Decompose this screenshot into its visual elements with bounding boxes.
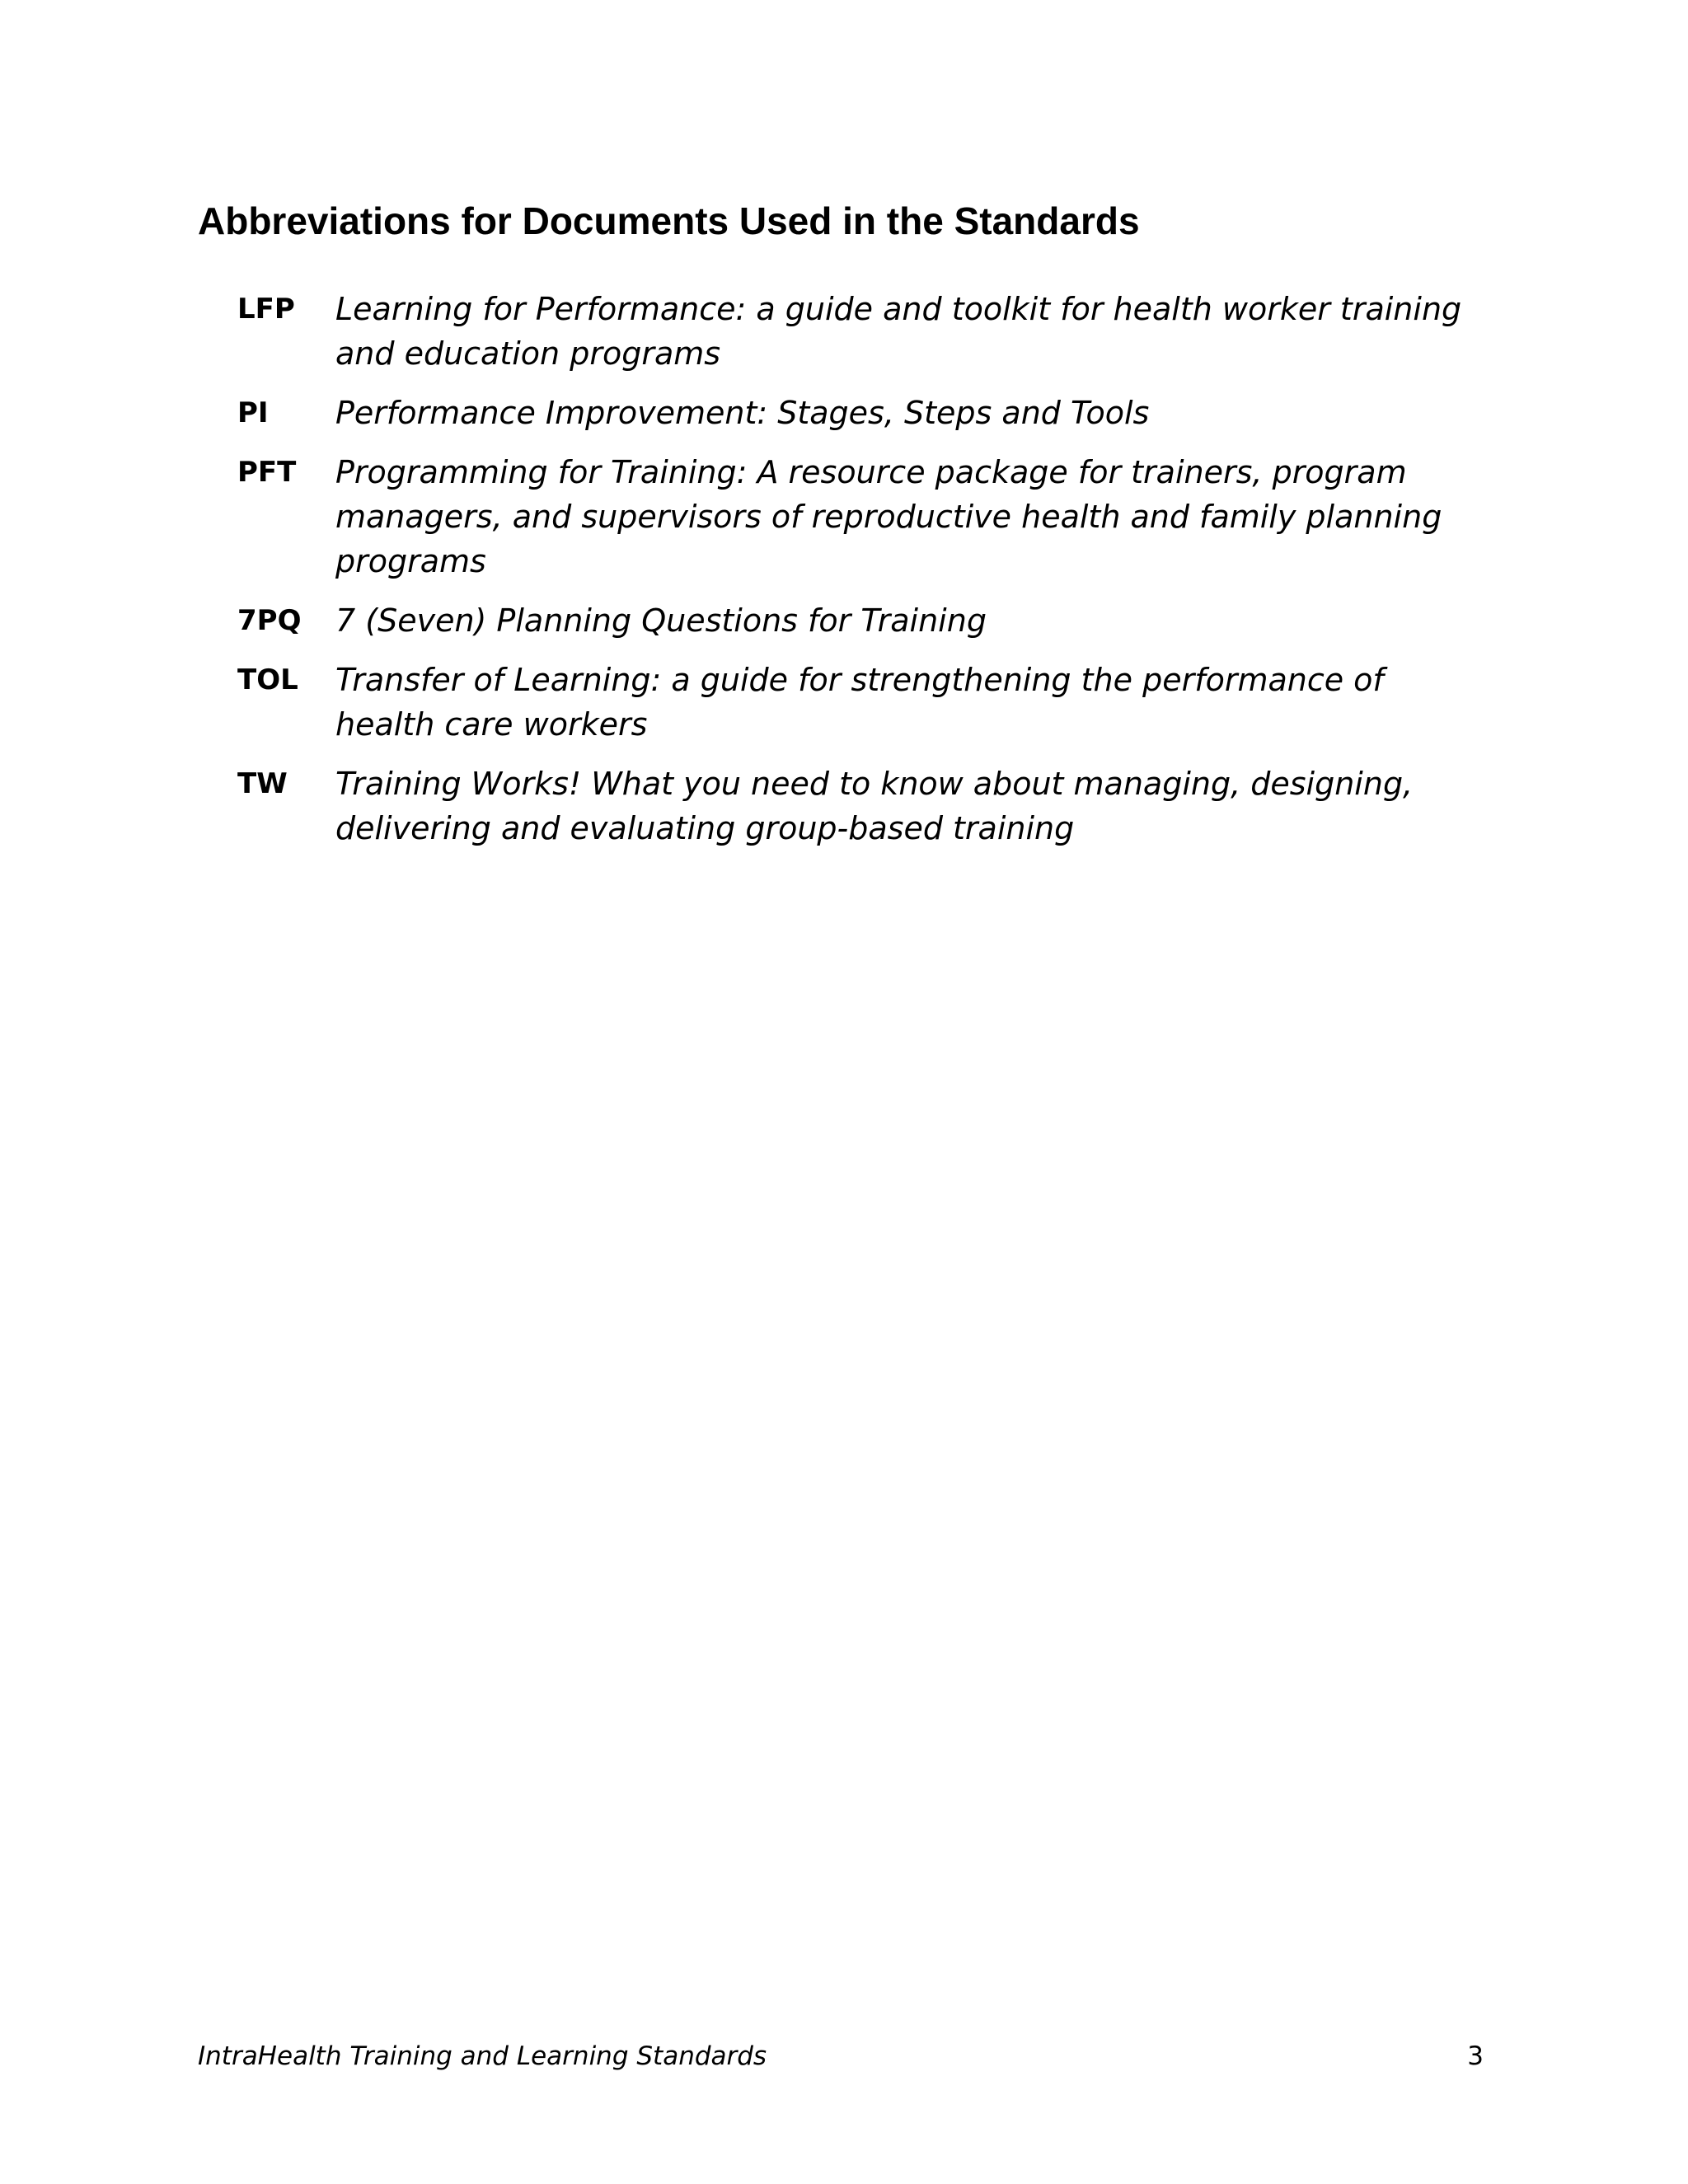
footer-document-title: IntraHealth Training and Learning Standards bbox=[198, 2041, 767, 2071]
document-title: Transfer of Learning: a guide for strengthening the performance of health care workers bbox=[335, 662, 1384, 743]
abbreviation-code: PFT bbox=[237, 456, 297, 489]
abbreviation-code: TW bbox=[237, 767, 288, 800]
page-title: Abbreviations for Documents Used in the Standards bbox=[198, 199, 1140, 242]
abbreviation-item-lfp bbox=[237, 287, 1490, 376]
page-number: 3 bbox=[1467, 2041, 1484, 2071]
abbreviation-item-pi bbox=[237, 391, 1490, 435]
abbreviation-item-7pq bbox=[237, 598, 1490, 643]
document-title: 7 (Seven) Planning Questions for Training bbox=[335, 602, 987, 639]
abbreviation-code: LFP bbox=[237, 293, 295, 326]
abbreviation-item-tw bbox=[237, 762, 1490, 851]
abbreviation-item-tol bbox=[237, 658, 1490, 747]
abbreviation-list bbox=[237, 287, 1490, 865]
abbreviation-item-pft bbox=[237, 450, 1490, 583]
document-title: Performance Improvement: Stages, Steps and Tools bbox=[335, 395, 1150, 431]
document-title: Training Works! What you need to know about managing, designing, delivering and evaluating group-based training bbox=[335, 766, 1414, 846]
abbreviation-code: TOL bbox=[237, 663, 298, 696]
document-title: Programming for Training: A resource package for trainers, program managers, and supervisors of reproductive health and family planning programs bbox=[335, 454, 1442, 579]
abbreviation-code: 7PQ bbox=[237, 604, 302, 637]
document-title: Learning for Performance: a guide and toolkit for health worker training and education programs bbox=[335, 291, 1462, 372]
abbreviation-code: PI bbox=[237, 396, 269, 429]
